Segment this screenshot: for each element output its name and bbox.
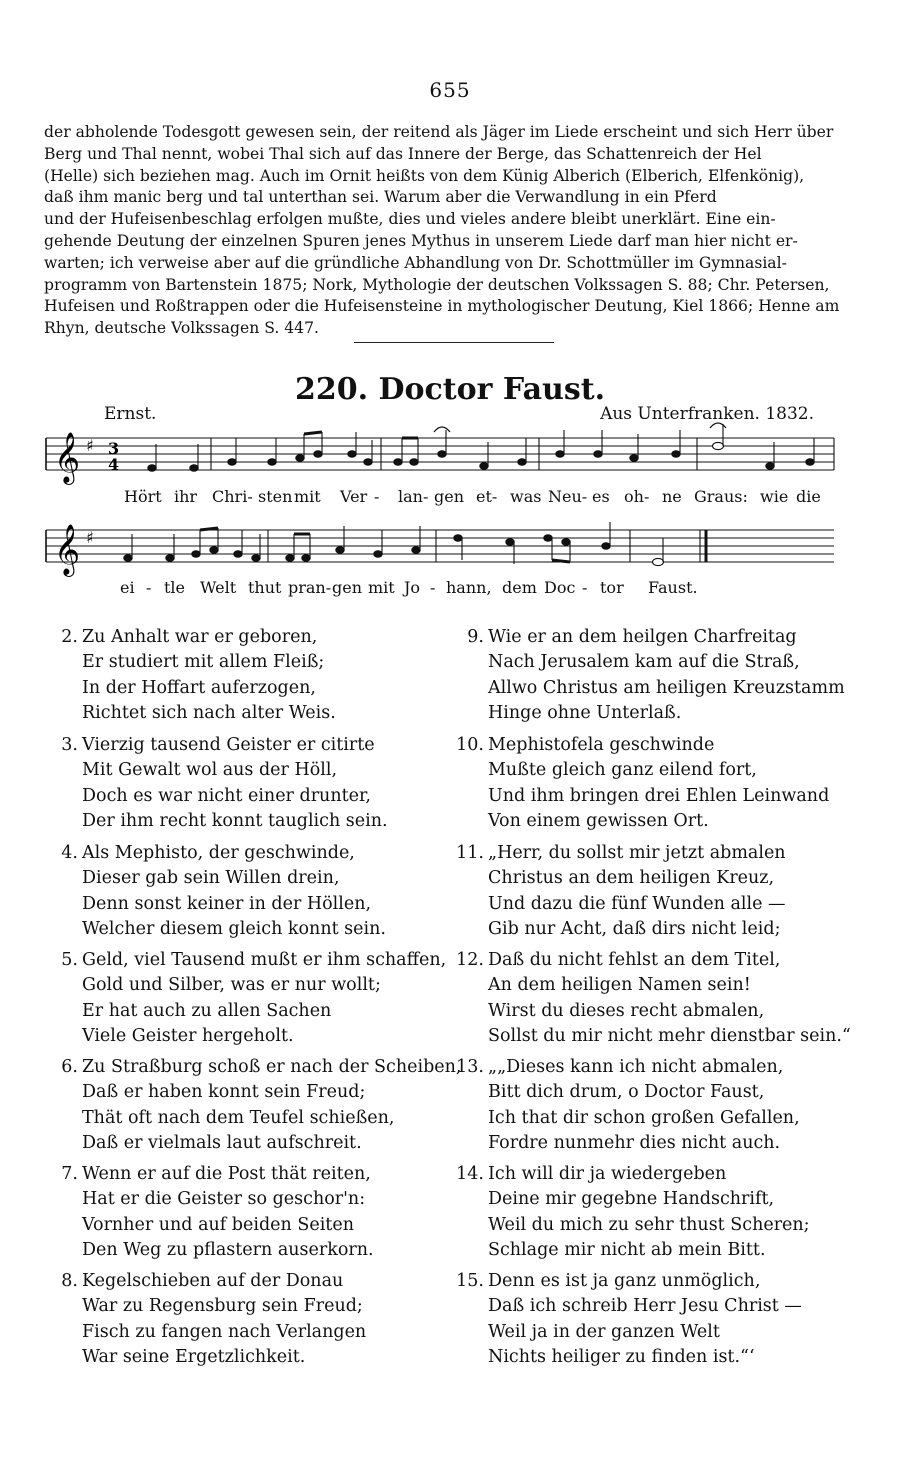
verse-line: Kegelschieben auf der Donau — [82, 1271, 344, 1291]
verse-line: Zu Anhalt war er geboren, — [82, 627, 318, 647]
verse-line: Nichts heiliger zu finden ist.“‘ — [488, 1346, 755, 1367]
lyric-syllable: wie — [760, 487, 789, 506]
song-title: Doctor Faust. — [378, 372, 606, 407]
verse-line: Ich will dir ja wiedergeben — [488, 1164, 727, 1184]
verse-line: Und ihm bringen drei Ehlen Leinwand — [488, 785, 830, 806]
verse-line: Geld, viel Tausend mußt er ihm schaffen, — [82, 950, 447, 970]
footnote-line: Rhyn, deutsche Volkssagen S. 447. — [44, 319, 319, 338]
treble-clef-icon: 𝄞 — [54, 524, 81, 575]
lyric-syllable: Hört — [124, 487, 162, 506]
lyric-syllable: was — [510, 487, 542, 506]
verse-line: Als Mephisto, der geschwinde, — [82, 843, 355, 863]
verse-line: Gib nur Acht, daß dirs nicht leid; — [488, 918, 781, 939]
lyric-syllable: gen — [434, 487, 465, 506]
verse-line: Sollst du mir nicht mehr dienstbar sein.“ — [488, 1025, 851, 1046]
verse-number: 13. — [456, 1057, 484, 1077]
verse-line: War zu Regensburg sein Freud; — [82, 1296, 363, 1317]
footnote-line: daß ihm manic berg und tal unterthan sei. Warum aber die Verwandlung in ein Pferd — [44, 188, 717, 207]
page-number: 655 — [429, 78, 471, 102]
verse-number: 5. — [61, 950, 78, 970]
verse-line: Ich that dir schon großen Gefallen, — [488, 1107, 800, 1128]
verse-line: Wie er an dem heilgen Charfreitag — [488, 627, 797, 647]
verse-line: Daß ich schreib Herr Jesu Christ — — [488, 1296, 802, 1317]
verse-line: „Herr, du sollst mir jetzt abmalen — [488, 843, 786, 863]
verse-line: Daß er vielmals laut aufschreit. — [82, 1132, 362, 1153]
lyric-syllable: oh- — [624, 487, 650, 506]
verse-line: Denn es ist ja ganz unmöglich, — [488, 1271, 761, 1291]
verse-line: Er studiert mit allem Fleiß; — [82, 652, 325, 673]
verse-line: Viele Geister hergeholt. — [82, 1025, 294, 1046]
verse-line: Weil du mich zu sehr thust Scheren; — [488, 1214, 810, 1235]
verse-line: Mit Gewalt wol aus der Höll, — [82, 760, 338, 781]
lyric-syllable: Welt — [200, 578, 237, 597]
verse-line: Bitt dich drum, o Doctor Faust, — [488, 1082, 765, 1103]
verse-line: Vierzig tausend Geister er citirte — [82, 735, 375, 755]
lyric-syllable: es — [592, 487, 610, 506]
verse-line: Schlage mir nicht ab mein Bitt. — [488, 1239, 766, 1260]
verse-number: 12. — [456, 950, 484, 970]
verse-4 — [61, 841, 462, 942]
verse-line: Nach Jerusalem kam auf die Straß, — [488, 652, 800, 673]
verse-14 — [456, 1162, 868, 1263]
footnote-line: gehende Deutung der einzelnen Spuren jenes Mythus in unserem Liede darf man hier nicht er- — [44, 231, 798, 250]
verse-6 — [61, 1055, 462, 1156]
verse-number: 7. — [61, 1164, 78, 1184]
lyric-syllable: gen — [332, 578, 363, 597]
verse-line: Mephistofela geschwinde — [488, 735, 715, 755]
tempo-marking: Ernst. — [104, 404, 157, 424]
song-heading — [0, 372, 900, 407]
lyric-syllable: sten — [258, 487, 293, 506]
footnote-line: Berg und Thal nennt, wobei Thal sich auf das Innere der Berge, das Schattenreich der Hel — [44, 144, 762, 163]
verse-line: Richtet sich nach alter Weis. — [82, 702, 336, 723]
verse-number: 15. — [456, 1271, 484, 1291]
verse-2 — [61, 625, 462, 726]
verse-number: 3. — [61, 735, 78, 755]
verse-line: Doch es war nicht einer drunter, — [82, 785, 371, 806]
verse-number: 9. — [467, 627, 484, 647]
verse-line: Daß er haben konnt sein Freud; — [82, 1082, 366, 1103]
sharp-icon: ♯ — [86, 436, 94, 455]
footnote-line: programm von Bartenstein 1875; Nork, Mythologie der deutschen Volkssagen S. 88; Chr. Petersen, — [44, 275, 830, 294]
verse-line: Er hat auch zu allen Sachen — [82, 1000, 332, 1021]
lyric-syllable: die — [796, 487, 821, 506]
lyric-syllable: lan- — [398, 487, 429, 506]
footnote-line: und der Hufeisenbeschlag erfolgen mußte, dies und vieles andere bleibt unerklärt. Eine ein- — [44, 210, 776, 229]
verse-line: Der ihm recht konnt tauglich sein. — [82, 810, 388, 831]
verse-12 — [456, 948, 868, 1049]
lyric-syllable: thut — [248, 578, 282, 597]
footnote-line: (Helle) sich beziehen mag. Auch im Ornit heißts von dem Künig Alberich (Elberich, Elfenkönig), — [44, 166, 805, 185]
verse-line: Daß du nicht fehlst an dem Titel, — [488, 950, 781, 970]
verse-line: Welcher diesem gleich konnt sein. — [82, 918, 386, 939]
verse-line: Wenn er auf die Post thät reiten, — [82, 1164, 371, 1184]
lyric-syllable: dem — [502, 578, 537, 597]
lyric-syllable: - — [374, 487, 380, 506]
verse-line: Weil ja in der ganzen Welt — [488, 1321, 720, 1342]
lyric-syllable: - — [146, 578, 152, 597]
lyric-syllable: tor — [600, 578, 624, 597]
lyric-syllable: Ver — [340, 487, 368, 506]
verse-number: 2. — [61, 627, 78, 647]
lyric-syllable: - — [582, 578, 588, 597]
verse-line: Dieser gab sein Willen drein, — [82, 868, 340, 889]
verse-line: Thät oft nach dem Teufel schießen, — [82, 1107, 395, 1128]
lyric-syllable: Neu- — [548, 487, 588, 506]
verse-line: Allwo Christus am heiligen Kreuzstamm — [488, 677, 845, 698]
verse-line: Von einem gewissen Ort. — [488, 810, 709, 831]
verse-line: Vornher und auf beiden Seiten — [82, 1214, 354, 1235]
verse-line: An dem heiligen Namen sein! — [488, 975, 751, 996]
verse-7 — [61, 1162, 462, 1263]
verse-line: Mußte gleich ganz eilend fort, — [488, 760, 757, 781]
lyric-syllable: Faust. — [648, 578, 698, 597]
verse-line: Wirst du dieses recht abmalen, — [488, 1000, 765, 1021]
verse-number: 8. — [61, 1271, 78, 1291]
verse-number: 4. — [61, 843, 78, 863]
treble-clef-icon: 𝄞 — [54, 432, 81, 483]
verse-line: Fordre nunmehr dies nicht auch. — [488, 1132, 781, 1153]
footnote-paragraph — [44, 122, 856, 340]
verse-line: Und dazu die fünf Wunden alle — — [488, 893, 786, 914]
verse-line: Denn sonst keiner in der Höllen, — [82, 893, 372, 914]
lyric-syllable: tle — [164, 578, 186, 597]
verse-number: 6. — [61, 1057, 78, 1077]
time-signature-top: 3 — [108, 439, 120, 458]
verse-15 — [456, 1269, 868, 1370]
notes-staff-1 — [148, 424, 814, 471]
verse-line: Fisch zu fangen nach Verlangen — [82, 1321, 367, 1342]
verse-line: Gold und Silber, was er nur wollt; — [82, 975, 381, 996]
lyric-syllable: pran- — [288, 578, 332, 597]
verse-9 — [467, 625, 868, 726]
verse-8 — [61, 1269, 462, 1370]
lyric-syllable: Jo — [404, 578, 421, 597]
song-source: Aus Unterfranken. 1832. — [600, 404, 814, 424]
verse-line: Hinge ohne Unterlaß. — [488, 702, 682, 723]
lyric-syllable: hann, — [446, 578, 492, 597]
verse-line: Deine mir gegebne Handschrift, — [488, 1189, 775, 1210]
music-staff-2 — [0, 510, 900, 582]
verse-5 — [61, 948, 462, 1049]
lyric-syllable: Graus: — [694, 487, 748, 506]
song-number: 220. — [294, 372, 369, 407]
footnote-line: warten; ich verweise aber auf die gründliche Abhandlung von Dr. Schottmüller im Gymnasial- — [44, 253, 787, 272]
lyric-syllable: et- — [476, 487, 498, 506]
lyric-syllable: ihr — [174, 487, 198, 506]
verse-line: Christus an dem heiligen Kreuz, — [488, 868, 775, 889]
lyric-syllable: ne — [662, 487, 682, 506]
verse-11 — [456, 841, 868, 942]
lyric-syllable: Chri- — [212, 487, 253, 506]
verse-number: 10. — [456, 735, 484, 755]
lyric-syllable: ei — [120, 578, 135, 597]
verse-13 — [456, 1055, 868, 1156]
verse-3 — [61, 733, 462, 834]
lyric-syllable: mit — [368, 578, 395, 597]
lyric-syllable: Doc — [544, 578, 576, 597]
verse-line: „„Dieses kann ich nicht abmalen, — [488, 1057, 784, 1077]
lyric-syllable: mit — [294, 487, 321, 506]
lyric-syllable: - — [430, 578, 436, 597]
verse-number: 14. — [456, 1164, 484, 1184]
footnote-line: der abholende Todesgott gewesen sein, der reitend als Jäger im Liede erscheint und sich Herr über — [44, 123, 834, 141]
verse-line: In der Hoffart auferzogen, — [82, 677, 316, 698]
music-staff-1 — [0, 418, 900, 490]
verse-number: 11. — [456, 843, 484, 863]
verse-line: Den Weg zu pflastern auserkorn. — [82, 1239, 374, 1260]
notes-staff-2 — [124, 522, 664, 566]
verse-line: Zu Straßburg schoß er nach der Scheiben, — [82, 1057, 462, 1077]
time-signature-bottom: 4 — [108, 455, 120, 474]
verse-10 — [456, 733, 868, 834]
verse-line: Hat er die Geister so geschor'n: — [82, 1189, 366, 1210]
verse-line: War seine Ergetzlichkeit. — [82, 1346, 306, 1367]
fermata-icon — [434, 423, 726, 432]
section-divider — [354, 342, 554, 343]
footnote-line: Hufeisen und Roßtrappen oder die Hufeisensteine in mythologischer Deutung, Kiel 1866; Henne am — [44, 297, 840, 316]
sharp-icon: ♯ — [86, 528, 94, 547]
